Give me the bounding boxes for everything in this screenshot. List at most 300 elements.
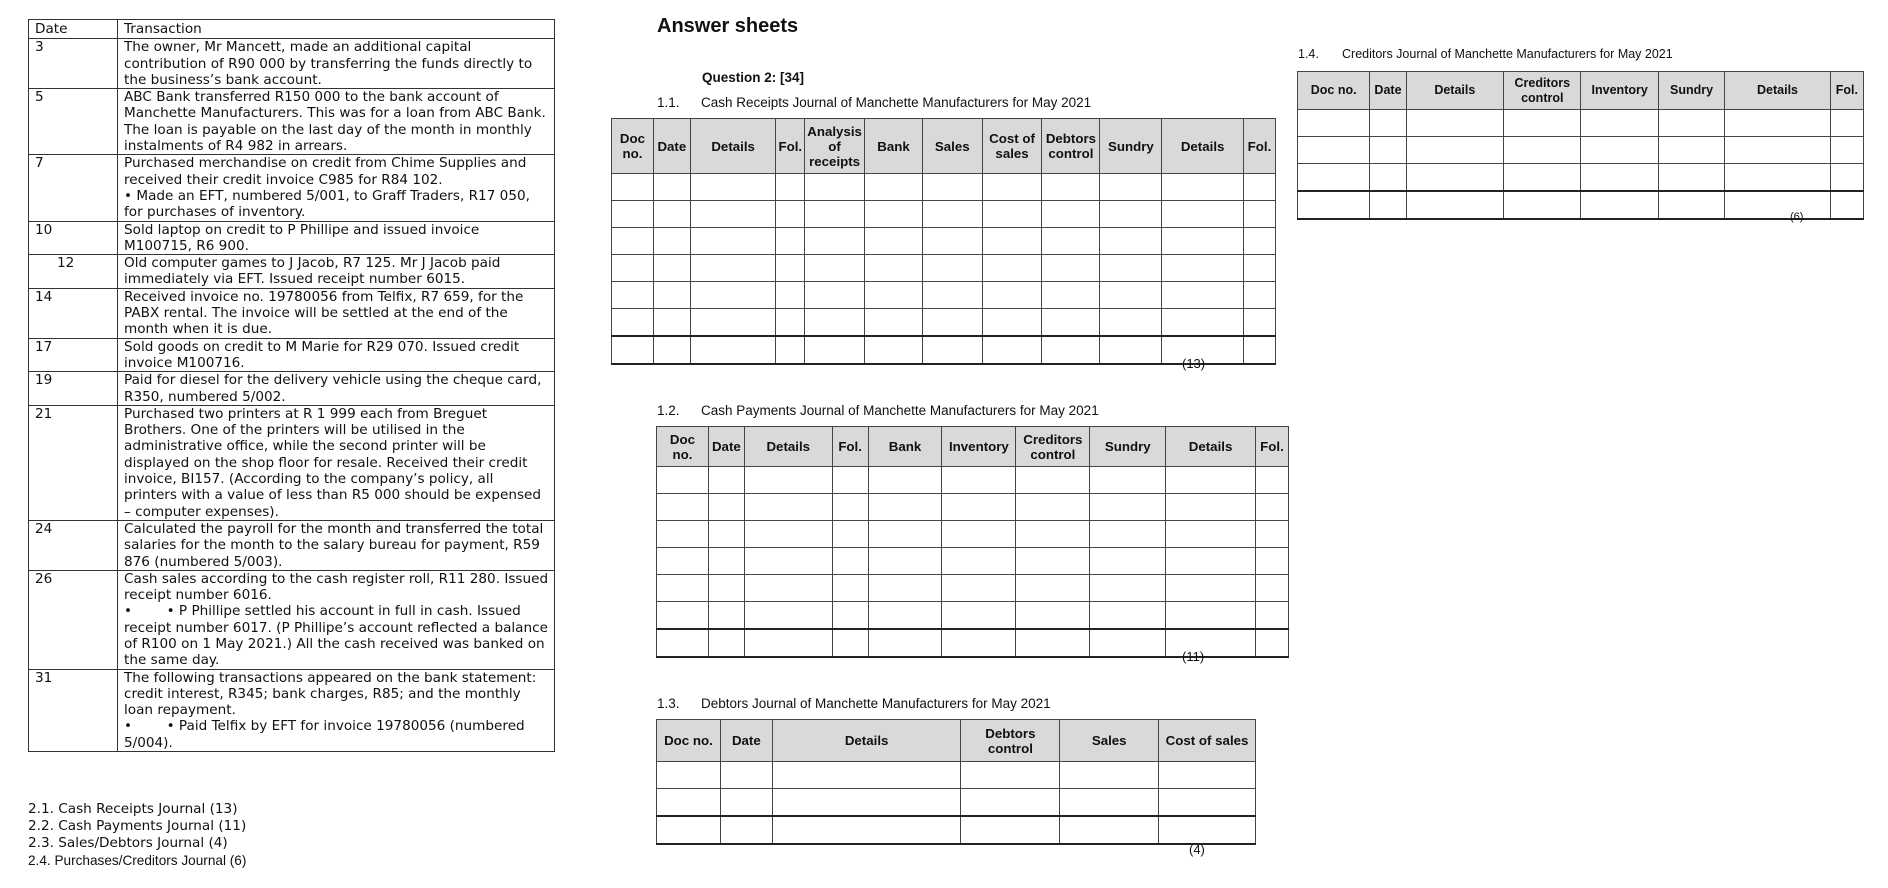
cpj-entry-cell[interactable] <box>1166 602 1256 630</box>
cpj-entry-cell[interactable] <box>942 494 1016 521</box>
cpj-entry-cell[interactable] <box>868 521 942 548</box>
crj-column-header: Details <box>1162 119 1244 174</box>
cj-entry-cell[interactable] <box>1725 110 1831 137</box>
crj-entry-cell[interactable] <box>1243 228 1275 255</box>
transaction-row <box>29 39 555 89</box>
transaction-date: 5 <box>29 89 118 155</box>
cpj-entry-cell[interactable] <box>1255 494 1288 521</box>
cpj-entry-cell[interactable] <box>1255 467 1288 494</box>
crj-entry-cell[interactable] <box>612 174 654 201</box>
crj-entry-cell[interactable] <box>865 228 923 255</box>
dj-column-header: Debtors control <box>961 720 1060 762</box>
crj-entry-cell[interactable] <box>1042 174 1100 201</box>
crj-entry-cell[interactable] <box>1042 201 1100 228</box>
transaction-description <box>118 669 555 751</box>
transaction-date: 19 <box>29 372 118 406</box>
transaction-line: • • Paid Telfix by EFT for invoice 19780056 (numbered 5/004). <box>124 718 530 751</box>
crj-entry-cell[interactable] <box>612 201 654 228</box>
debtors-journal <box>656 719 1256 845</box>
note-line: 2.2. Cash Payments Journal (11) <box>28 818 247 834</box>
cpj-entry-cell[interactable] <box>832 521 868 548</box>
cpj-entry-cell[interactable] <box>1166 494 1256 521</box>
cpj-entry-cell[interactable] <box>832 602 868 630</box>
transaction-row <box>29 338 555 372</box>
crj-entry-row[interactable] <box>612 228 1276 255</box>
crj-entry-cell[interactable] <box>1162 255 1244 282</box>
cpj-entry-cell[interactable] <box>868 602 942 630</box>
cj-column-header: Inventory <box>1581 72 1658 110</box>
cpj-entry-cell[interactable] <box>832 548 868 575</box>
cj-entry-cell[interactable] <box>1504 164 1581 192</box>
dj-entry-cell[interactable] <box>772 816 961 844</box>
crj-entry-cell[interactable] <box>1162 309 1244 337</box>
crj-entry-row[interactable] <box>612 255 1276 282</box>
crj-entry-cell[interactable] <box>1042 282 1100 309</box>
transaction-line: Old computer games to J Jacob, R7 125. Mr J Jacob paid immediately via EFT. Issued receipt number 6015. <box>124 255 505 288</box>
cpj-entry-cell[interactable] <box>1255 602 1288 630</box>
cj-entry-cell[interactable] <box>1504 191 1581 219</box>
cpj-entry-cell[interactable] <box>1166 629 1256 657</box>
crj-entry-cell[interactable] <box>982 309 1042 337</box>
crj-entry-cell[interactable] <box>1243 309 1275 337</box>
crj-entry-cell[interactable] <box>653 336 690 364</box>
crj-entry-cell[interactable] <box>865 336 923 364</box>
crj-column-header: Sundry <box>1100 119 1162 174</box>
dj-entry-cell[interactable] <box>720 789 772 817</box>
dj-marks: (4) <box>1189 842 1205 857</box>
transaction-description <box>118 570 555 669</box>
crj-entry-cell[interactable] <box>865 201 923 228</box>
crj-entry-cell[interactable] <box>776 201 805 228</box>
transaction-date: 14 <box>29 288 118 338</box>
crj-entry-cell[interactable] <box>690 309 776 337</box>
cpj-entry-cell[interactable] <box>942 548 1016 575</box>
crj-entry-cell[interactable] <box>922 282 982 309</box>
crj-entry-cell[interactable] <box>1243 282 1275 309</box>
cpj-column-header: Details <box>744 427 832 467</box>
crj-entry-cell[interactable] <box>1100 309 1162 337</box>
crj-entry-cell[interactable] <box>776 174 805 201</box>
cpj-entry-cell[interactable] <box>1166 575 1256 602</box>
date-column-header: Date <box>29 20 118 39</box>
cj-entry-cell[interactable] <box>1406 164 1504 192</box>
crj-entry-cell[interactable] <box>982 228 1042 255</box>
cpj-entry-cell[interactable] <box>942 467 1016 494</box>
crj-column-header: Analysis of receipts <box>805 119 865 174</box>
transaction-date: 26 <box>29 570 118 669</box>
cpj-entry-cell[interactable] <box>1166 548 1256 575</box>
transaction-line: Purchased two printers at R 1 999 each from Breguet Brothers. One of the printers will be utilised in the administrative office, while the second printer will be displayed on the shop floor for resale. Received their credit invoice, BI157. (According to the company’s policy, all printers with a value of less than R5 000 should be expensed – computer expenses). <box>124 405 546 520</box>
cpj-entry-cell[interactable] <box>1090 575 1166 602</box>
cpj-entry-cell[interactable] <box>744 575 832 602</box>
cj-entry-cell[interactable] <box>1658 137 1724 164</box>
crj-entry-cell[interactable] <box>922 174 982 201</box>
crj-entry-cell[interactable] <box>653 255 690 282</box>
crj-entry-cell[interactable] <box>653 201 690 228</box>
cpj-entry-row[interactable] <box>657 602 1289 630</box>
cpj-entry-cell[interactable] <box>1255 629 1288 657</box>
crj-entry-cell[interactable] <box>612 255 654 282</box>
cpj-entry-cell[interactable] <box>708 602 744 630</box>
cj-entry-cell[interactable] <box>1581 164 1658 192</box>
cj-column-header: Fol. <box>1830 72 1863 110</box>
crj-column-header: Fol. <box>1243 119 1275 174</box>
cpj-entry-cell[interactable] <box>657 467 709 494</box>
crj-entry-row[interactable] <box>612 282 1276 309</box>
dj-entry-cell[interactable] <box>657 789 721 817</box>
cpj-entry-row[interactable] <box>657 521 1289 548</box>
cpj-entry-cell[interactable] <box>1166 467 1256 494</box>
cpj-marks: (11) <box>1182 649 1205 664</box>
cpj-entry-cell[interactable] <box>708 467 744 494</box>
crj-entry-cell[interactable] <box>1100 174 1162 201</box>
crj-entry-cell[interactable] <box>653 174 690 201</box>
cpj-entry-cell[interactable] <box>1166 521 1256 548</box>
crj-entry-cell[interactable] <box>865 255 923 282</box>
crj-entry-cell[interactable] <box>982 336 1042 364</box>
cpj-entry-cell[interactable] <box>1255 575 1288 602</box>
crj-entry-cell[interactable] <box>1243 336 1275 364</box>
cj-entry-cell[interactable] <box>1830 137 1863 164</box>
crj-column-header: Fol. <box>776 119 805 174</box>
transaction-date: 17 <box>29 338 118 372</box>
crj-entry-cell[interactable] <box>922 228 982 255</box>
crj-entry-cell[interactable] <box>612 309 654 337</box>
cpj-entry-cell[interactable] <box>708 548 744 575</box>
cpj-entry-cell[interactable] <box>942 629 1016 657</box>
transaction-description <box>118 338 555 372</box>
cj-number: 1.4. <box>1298 47 1319 61</box>
cpj-entry-cell[interactable] <box>942 602 1016 630</box>
cpj-entry-cell[interactable] <box>1016 548 1090 575</box>
dj-entry-cell[interactable] <box>772 789 961 817</box>
cj-entry-cell[interactable] <box>1658 191 1724 219</box>
crj-entry-cell[interactable] <box>805 336 865 364</box>
dj-entry-row[interactable] <box>657 789 1256 817</box>
transaction-line: Cash sales according to the cash register roll, R11 280. Issued receipt number 6016. <box>124 570 553 604</box>
transaction-date: 7 <box>29 155 118 221</box>
cpj-entry-cell[interactable] <box>744 602 832 630</box>
cpj-entry-cell[interactable] <box>744 629 832 657</box>
note-line: 2.3. Sales/Debtors Journal (4) <box>28 835 228 851</box>
cj-entry-cell[interactable] <box>1658 110 1724 137</box>
transaction-description <box>118 39 555 89</box>
cpj-entry-row[interactable] <box>657 467 1289 494</box>
cj-entry-cell[interactable] <box>1581 137 1658 164</box>
crj-entry-cell[interactable] <box>1100 255 1162 282</box>
transaction-description <box>118 89 555 155</box>
dj-entry-cell[interactable] <box>961 816 1060 844</box>
cpj-entry-cell[interactable] <box>868 575 942 602</box>
cj-entry-cell[interactable] <box>1658 164 1724 192</box>
crj-column-header: Debtors control <box>1042 119 1100 174</box>
cj-title-text: Creditors Journal of Manchette Manufacturers for May 2021 <box>1342 47 1673 61</box>
cpj-column-header: Doc no. <box>657 427 709 467</box>
crj-entry-cell[interactable] <box>690 255 776 282</box>
crj-title <box>657 95 1091 110</box>
cpj-entry-cell[interactable] <box>832 575 868 602</box>
cpj-entry-cell[interactable] <box>657 602 709 630</box>
crj-entry-cell[interactable] <box>922 201 982 228</box>
dj-entry-cell[interactable] <box>1159 816 1256 844</box>
cpj-entry-cell[interactable] <box>744 521 832 548</box>
cj-entry-cell[interactable] <box>1830 191 1863 219</box>
cj-entry-cell[interactable] <box>1581 110 1658 137</box>
cpj-number: 1.2. <box>657 403 680 418</box>
crj-entry-cell[interactable] <box>1042 255 1100 282</box>
transaction-row <box>29 221 555 255</box>
cj-entry-cell[interactable] <box>1725 191 1831 219</box>
cj-column-header: Details <box>1406 72 1504 110</box>
crj-entry-row[interactable] <box>612 201 1276 228</box>
marks-notes <box>28 801 246 869</box>
crj-entry-cell[interactable] <box>776 309 805 337</box>
cj-entry-cell[interactable] <box>1370 137 1406 164</box>
cj-entry-cell[interactable] <box>1725 137 1831 164</box>
cash-payments-journal <box>656 426 1289 658</box>
cpj-entry-cell[interactable] <box>868 629 942 657</box>
crj-entry-cell[interactable] <box>776 336 805 364</box>
crj-entry-cell[interactable] <box>776 282 805 309</box>
crj-entry-cell[interactable] <box>776 255 805 282</box>
dj-title-text: Debtors Journal of Manchette Manufacturers for May 2021 <box>701 696 1051 711</box>
transaction-description <box>118 520 555 570</box>
crj-entry-cell[interactable] <box>865 309 923 337</box>
cpj-entry-cell[interactable] <box>744 494 832 521</box>
crj-entry-cell[interactable] <box>1100 282 1162 309</box>
cpj-entry-cell[interactable] <box>1090 548 1166 575</box>
cpj-entry-cell[interactable] <box>1090 494 1166 521</box>
crj-entry-cell[interactable] <box>805 309 865 337</box>
cpj-entry-cell[interactable] <box>657 548 709 575</box>
crj-entry-cell[interactable] <box>690 336 776 364</box>
cpj-column-header: Inventory <box>942 427 1016 467</box>
dj-entry-cell[interactable] <box>1060 789 1159 817</box>
crj-entry-cell[interactable] <box>982 282 1042 309</box>
cpj-entry-cell[interactable] <box>708 494 744 521</box>
transaction-description <box>118 255 555 289</box>
crj-entry-cell[interactable] <box>922 255 982 282</box>
dj-entry-row[interactable] <box>657 762 1256 789</box>
cpj-entry-row[interactable] <box>657 548 1289 575</box>
crj-entry-cell[interactable] <box>776 228 805 255</box>
cpj-entry-row[interactable] <box>657 575 1289 602</box>
cj-entry-cell[interactable] <box>1370 110 1406 137</box>
transaction-row <box>29 155 555 221</box>
dj-entry-cell[interactable] <box>1060 816 1159 844</box>
crj-entry-cell[interactable] <box>690 201 776 228</box>
cpj-entry-cell[interactable] <box>868 548 942 575</box>
cpj-entry-cell[interactable] <box>1090 467 1166 494</box>
crj-entry-cell[interactable] <box>922 309 982 337</box>
dj-entry-cell[interactable] <box>1159 762 1256 789</box>
dj-title <box>657 696 1051 711</box>
crj-entry-cell[interactable] <box>805 228 865 255</box>
crj-entry-cell[interactable] <box>1243 174 1275 201</box>
crj-entry-cell[interactable] <box>653 282 690 309</box>
crj-entry-cell[interactable] <box>982 174 1042 201</box>
crj-column-header: Cost of sales <box>982 119 1042 174</box>
cpj-entry-cell[interactable] <box>708 575 744 602</box>
dj-entry-row[interactable] <box>657 816 1256 844</box>
cj-column-header: Sundry <box>1658 72 1724 110</box>
crj-header-row <box>612 119 1276 174</box>
cpj-title-text: Cash Payments Journal of Manchette Manufacturers for May 2021 <box>701 403 1099 418</box>
cj-marks: (6) <box>1790 211 1804 223</box>
crj-entry-cell[interactable] <box>982 255 1042 282</box>
cj-entry-row[interactable] <box>1298 137 1864 164</box>
crj-entry-cell[interactable] <box>1162 282 1244 309</box>
cj-entry-cell[interactable] <box>1298 191 1370 219</box>
crj-entry-cell[interactable] <box>1042 309 1100 337</box>
cj-entry-cell[interactable] <box>1504 110 1581 137</box>
cpj-entry-cell[interactable] <box>657 629 709 657</box>
cj-column-header: Details <box>1725 72 1831 110</box>
cpj-entry-cell[interactable] <box>1090 602 1166 630</box>
crj-entry-cell[interactable] <box>805 174 865 201</box>
cpj-entry-cell[interactable] <box>832 494 868 521</box>
crj-entry-row[interactable] <box>612 309 1276 337</box>
transaction-line: ABC Bank transferred R150 000 to the bank account of Manchette Manufacturers. This was for a loan from ABC Bank. The loan is payable on the last day of the month in monthly instalments of R4 982 in arrears. <box>124 89 551 155</box>
cpj-entry-cell[interactable] <box>708 521 744 548</box>
cpj-entry-cell[interactable] <box>1090 629 1166 657</box>
crj-entry-cell[interactable] <box>865 282 923 309</box>
transaction-description <box>118 405 555 520</box>
crj-entry-cell[interactable] <box>982 201 1042 228</box>
crj-entry-cell[interactable] <box>805 255 865 282</box>
dj-entry-cell[interactable] <box>657 762 721 789</box>
transaction-line: Sold goods on credit to M Marie for R29 070. Issued credit invoice M100716. <box>124 338 524 371</box>
cj-column-header: Doc no. <box>1298 72 1370 110</box>
cj-entry-cell[interactable] <box>1830 110 1863 137</box>
crj-entry-cell[interactable] <box>690 174 776 201</box>
crj-entry-cell[interactable] <box>1100 228 1162 255</box>
crj-entry-cell[interactable] <box>805 201 865 228</box>
cpj-entry-cell[interactable] <box>1255 548 1288 575</box>
cj-entry-cell[interactable] <box>1830 164 1863 192</box>
crj-entry-cell[interactable] <box>1042 228 1100 255</box>
cpj-entry-cell[interactable] <box>657 494 709 521</box>
cpj-entry-cell[interactable] <box>657 521 709 548</box>
crj-entry-cell[interactable] <box>1243 201 1275 228</box>
transaction-description <box>118 155 555 221</box>
cpj-entry-cell[interactable] <box>744 548 832 575</box>
cj-entry-row[interactable] <box>1298 110 1864 137</box>
transaction-row <box>29 372 555 406</box>
cpj-entry-row[interactable] <box>657 494 1289 521</box>
cj-entry-cell[interactable] <box>1370 164 1406 192</box>
cpj-entry-cell[interactable] <box>708 629 744 657</box>
cj-entry-cell[interactable] <box>1298 110 1370 137</box>
cpj-entry-cell[interactable] <box>942 575 1016 602</box>
note-line: 2.4. Purchases/Creditors Journal (6) <box>28 853 247 868</box>
dj-entry-cell[interactable] <box>657 816 721 844</box>
dj-entry-cell[interactable] <box>720 816 772 844</box>
crj-entry-cell[interactable] <box>612 336 654 364</box>
transaction-line: Sold laptop on credit to P Phillipe and issued invoice M100715, R6 900. <box>124 221 484 254</box>
crj-entry-cell[interactable] <box>1042 336 1100 364</box>
cpj-entry-cell[interactable] <box>1016 521 1090 548</box>
crj-entry-cell[interactable] <box>922 336 982 364</box>
dj-column-header: Cost of sales <box>1159 720 1256 762</box>
crj-entry-cell[interactable] <box>1100 201 1162 228</box>
cpj-entry-cell[interactable] <box>1016 494 1090 521</box>
crj-title-text: Cash Receipts Journal of Manchette Manufacturers for May 2021 <box>701 95 1092 110</box>
crj-entry-cell[interactable] <box>612 282 654 309</box>
cpj-title <box>657 403 1099 418</box>
cpj-entry-cell[interactable] <box>868 494 942 521</box>
dj-entry-cell[interactable] <box>961 762 1060 789</box>
crj-entry-cell[interactable] <box>1162 228 1244 255</box>
dj-entry-cell[interactable] <box>961 789 1060 817</box>
cj-entry-cell[interactable] <box>1581 191 1658 219</box>
cash-receipts-journal <box>611 118 1276 365</box>
cj-entry-cell[interactable] <box>1370 191 1406 219</box>
cj-column-header: Date <box>1370 72 1406 110</box>
cpj-entry-cell[interactable] <box>657 575 709 602</box>
question-label: Question 2: [34] <box>702 70 805 85</box>
transaction-row <box>29 288 555 338</box>
crj-marks: (13) <box>1182 356 1206 371</box>
crj-column-header: Bank <box>865 119 923 174</box>
crj-entry-cell[interactable] <box>1100 336 1162 364</box>
crj-entry-cell[interactable] <box>612 228 654 255</box>
cpj-entry-cell[interactable] <box>1016 602 1090 630</box>
cpj-entry-cell[interactable] <box>832 629 868 657</box>
dj-entry-cell[interactable] <box>720 762 772 789</box>
crj-entry-cell[interactable] <box>690 228 776 255</box>
crj-entry-cell[interactable] <box>865 174 923 201</box>
cpj-entry-cell[interactable] <box>942 521 1016 548</box>
cpj-entry-cell[interactable] <box>1016 467 1090 494</box>
cj-entry-cell[interactable] <box>1298 137 1370 164</box>
crj-entry-cell[interactable] <box>690 282 776 309</box>
cpj-entry-cell[interactable] <box>1255 521 1288 548</box>
crj-column-header: Date <box>653 119 690 174</box>
crj-entry-row[interactable] <box>612 336 1276 364</box>
cpj-entry-cell[interactable] <box>1016 575 1090 602</box>
cpj-entry-cell[interactable] <box>744 467 832 494</box>
cpj-entry-cell[interactable] <box>868 467 942 494</box>
crj-entry-row[interactable] <box>612 174 1276 201</box>
dj-entry-cell[interactable] <box>772 762 961 789</box>
transaction-date: 3 <box>29 39 118 89</box>
cpj-entry-cell[interactable] <box>1090 521 1166 548</box>
cj-entry-cell[interactable] <box>1504 137 1581 164</box>
cj-entry-cell[interactable] <box>1725 164 1831 192</box>
dj-entry-cell[interactable] <box>1060 762 1159 789</box>
cj-entry-cell[interactable] <box>1298 164 1370 192</box>
crj-entry-cell[interactable] <box>1162 201 1244 228</box>
cpj-entry-cell[interactable] <box>832 467 868 494</box>
crj-entry-cell[interactable] <box>1243 255 1275 282</box>
crj-entry-cell[interactable] <box>653 309 690 337</box>
cpj-entry-cell[interactable] <box>1016 629 1090 657</box>
creditors-journal <box>1297 71 1864 220</box>
transactions-body <box>29 39 555 752</box>
cj-entry-cell[interactable] <box>1406 137 1504 164</box>
dj-entry-cell[interactable] <box>1159 789 1256 817</box>
cj-entry-row[interactable] <box>1298 164 1864 192</box>
cj-entry-cell[interactable] <box>1406 110 1504 137</box>
crj-entry-cell[interactable] <box>1162 174 1244 201</box>
crj-entry-cell[interactable] <box>653 228 690 255</box>
transaction-date: 12 <box>29 255 118 289</box>
cj-entry-row[interactable] <box>1298 191 1864 219</box>
crj-entry-cell[interactable] <box>805 282 865 309</box>
transaction-row <box>29 520 555 570</box>
cj-entry-cell[interactable] <box>1406 191 1504 219</box>
